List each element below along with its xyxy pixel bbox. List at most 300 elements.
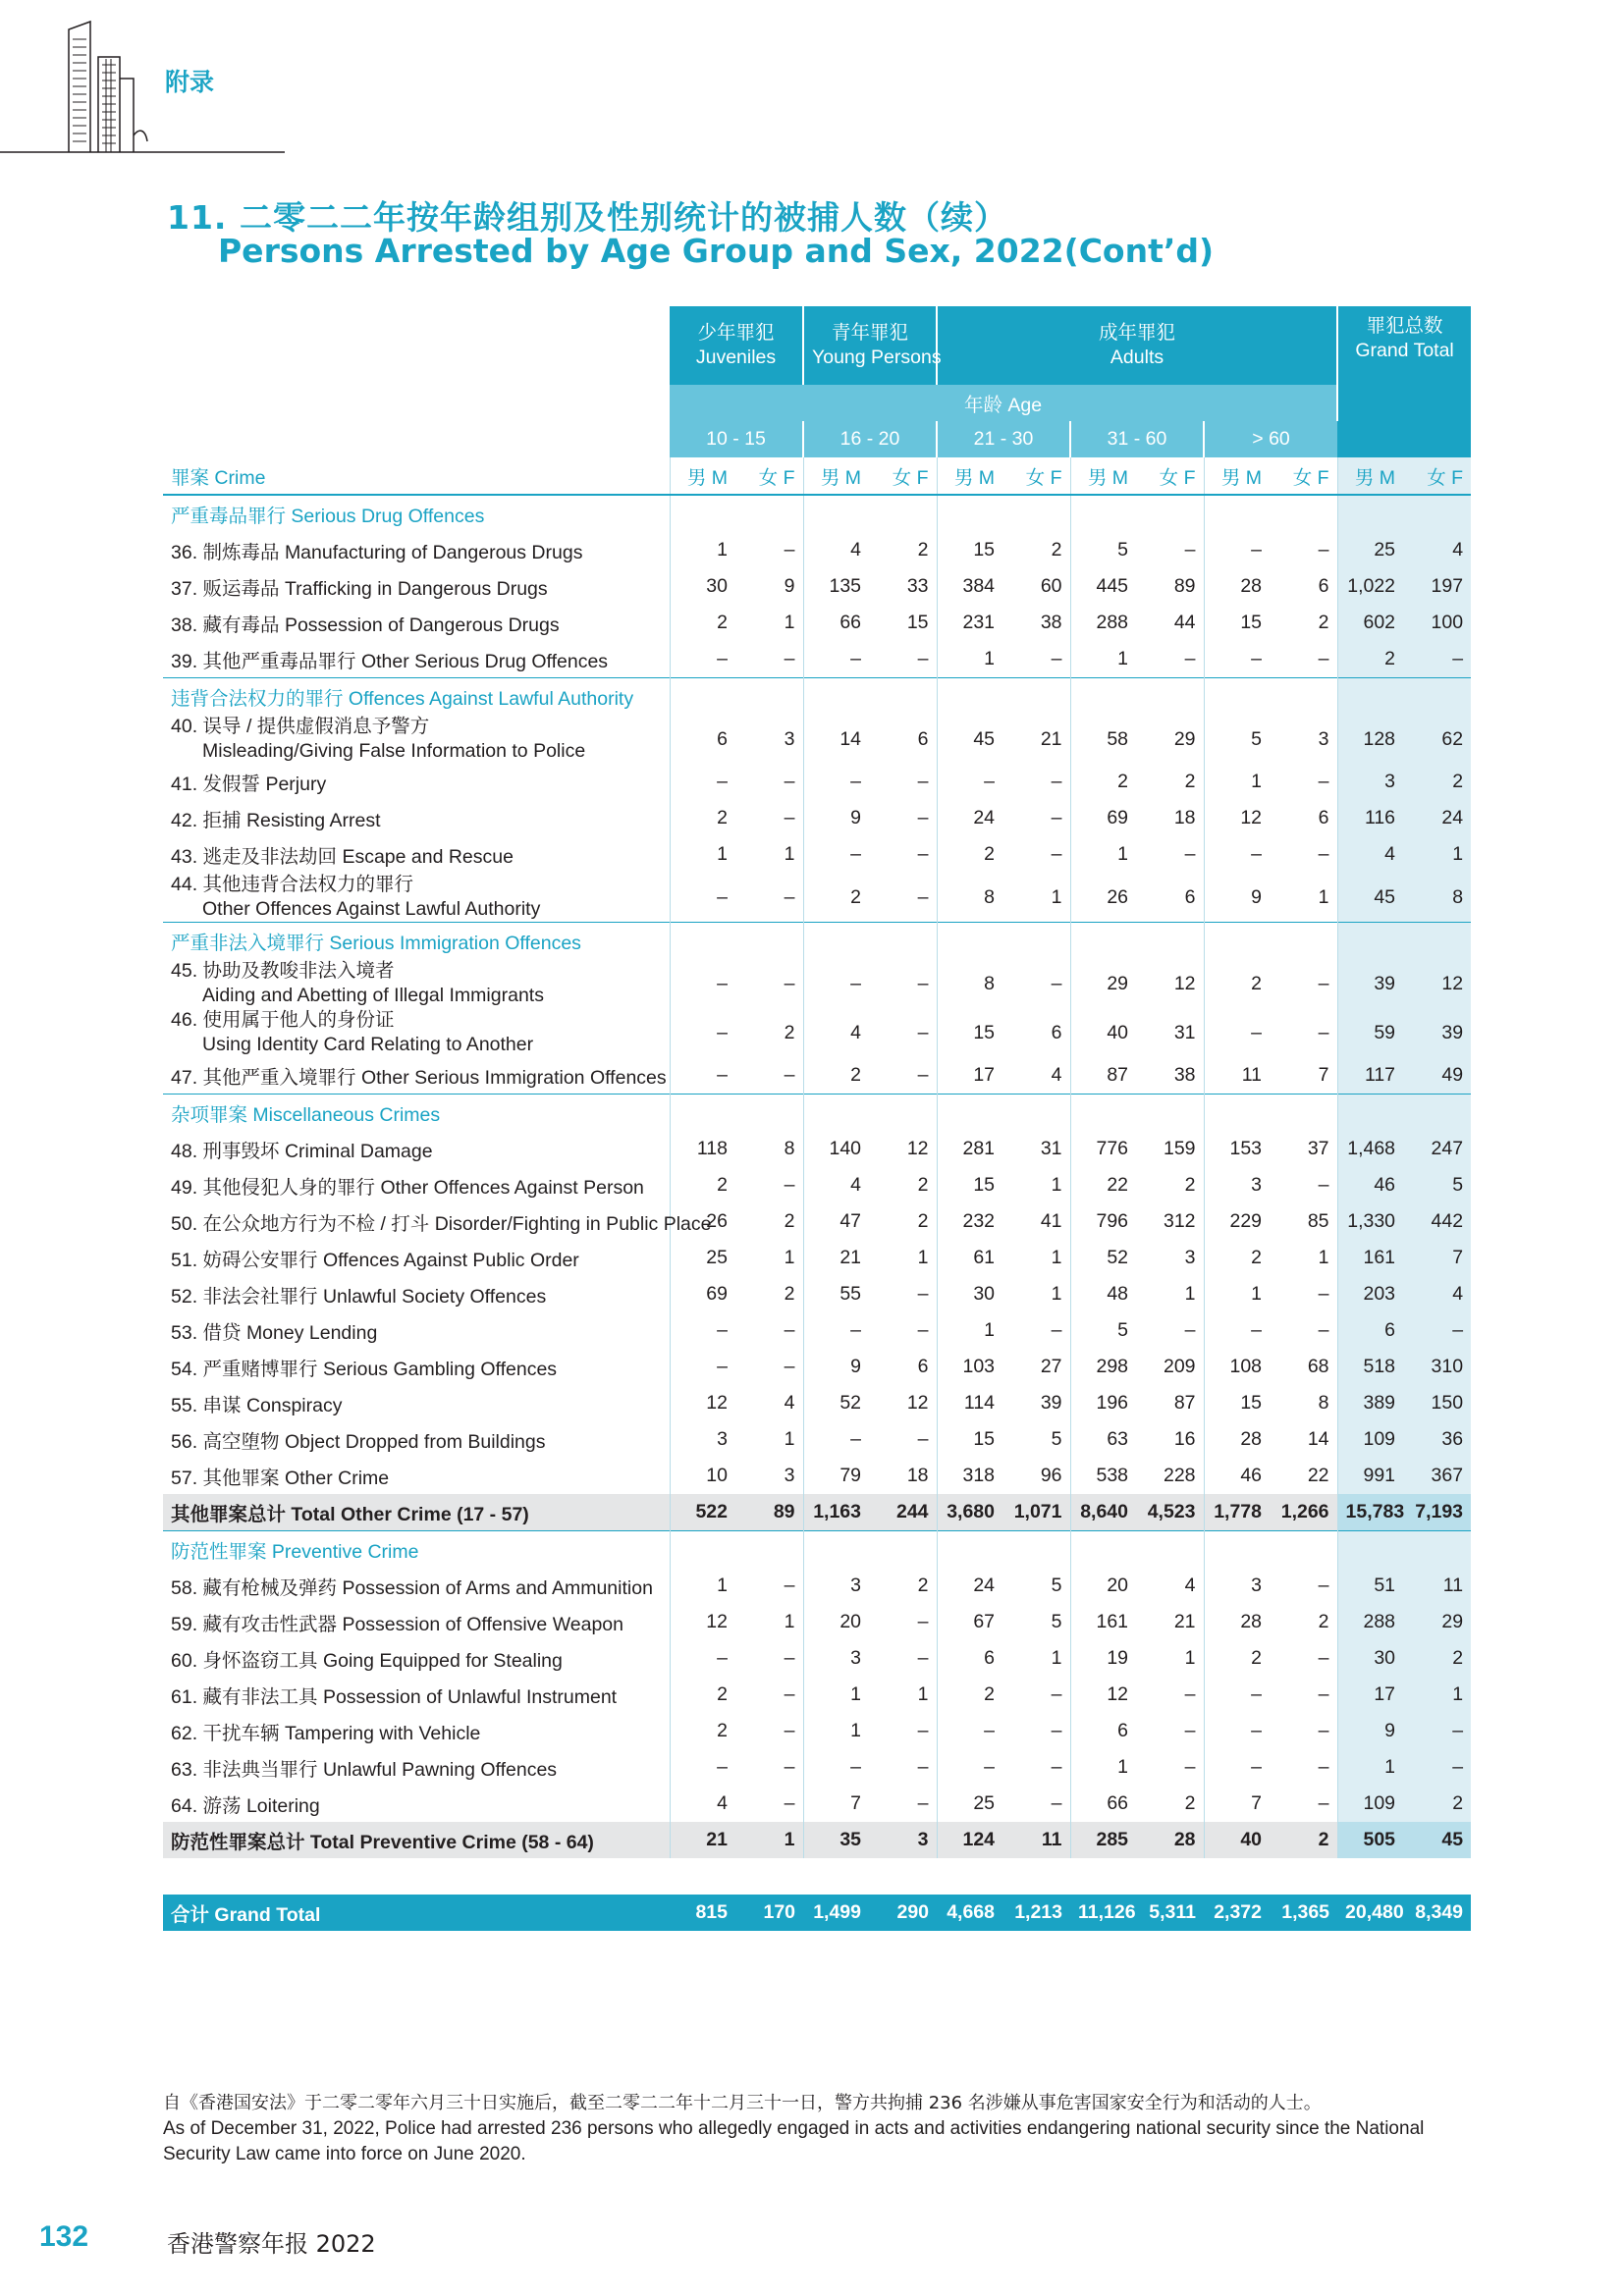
cell-value: – xyxy=(1318,539,1329,561)
cell-value: 9 xyxy=(784,575,795,597)
cell-value: – xyxy=(784,1064,795,1086)
row-label xyxy=(163,1640,670,1677)
cell-value: – xyxy=(917,1647,929,1669)
cell-value: 159 xyxy=(1163,1138,1196,1159)
cell-value: 7 xyxy=(1204,1786,1270,1822)
table-row xyxy=(163,836,1471,873)
cell-value: 12 xyxy=(670,1385,735,1421)
row-label xyxy=(163,1421,670,1458)
row-label-line1: 43. 逃走及非法劫回 Escape and Rescue xyxy=(171,845,514,868)
cell-value: 140 xyxy=(803,1131,869,1167)
cell-value: 24 xyxy=(937,1568,1002,1604)
cell-value: – xyxy=(784,1756,795,1778)
cell-value: 1 xyxy=(937,641,1002,678)
table-row xyxy=(163,873,1471,923)
cell-value: – xyxy=(1318,1575,1329,1596)
cell-value: – xyxy=(917,1428,929,1450)
cell-value: – xyxy=(937,1749,1002,1786)
cell-value: 114 xyxy=(937,1385,1002,1421)
cell-value: 1 xyxy=(1337,1749,1403,1786)
cell-value: – xyxy=(917,807,929,828)
cell-value: 47 xyxy=(803,1203,869,1240)
cell-value: 3 xyxy=(803,1640,869,1677)
male-column-label: 男 M xyxy=(803,457,869,495)
cell-value: 89 xyxy=(1173,575,1196,597)
row-label-line1: 52. 非法会社罪行 Unlawful Society Offences xyxy=(171,1285,547,1308)
row-label-line1: 64. 游荡 Loitering xyxy=(171,1794,320,1817)
cell-value: 2 xyxy=(670,1713,735,1749)
cell-value: – xyxy=(1051,1756,1062,1778)
adults-header: 成年罪犯 Adults xyxy=(937,306,1337,385)
cell-value: 30 xyxy=(670,568,735,605)
cell-value: – xyxy=(1318,1683,1329,1705)
row-label-line1: 57. 其他罪案 Other Crime xyxy=(171,1467,390,1489)
cell-value: 61 xyxy=(937,1240,1002,1276)
cell-value: – xyxy=(1051,843,1062,865)
cell-value: 2 xyxy=(1270,1822,1337,1858)
cell-value: 7 xyxy=(1403,1240,1471,1276)
cell-value: 15 xyxy=(1204,1385,1270,1421)
cell-value: – xyxy=(784,1683,795,1705)
cell-value: 135 xyxy=(803,568,869,605)
cell-value: 150 xyxy=(1403,1385,1471,1421)
row-label xyxy=(163,1677,670,1713)
juveniles-header: 少年罪犯 Juveniles xyxy=(670,306,803,385)
cell-value: – xyxy=(1184,648,1196,669)
cell-value: 21 xyxy=(1040,727,1062,750)
row-label xyxy=(163,959,670,1008)
table-row xyxy=(163,1203,1471,1240)
table-row xyxy=(163,1568,1471,1604)
cell-value: – xyxy=(1403,1749,1471,1786)
cell-value: 21 xyxy=(803,1240,869,1276)
cell-value: 1 xyxy=(917,1247,929,1268)
cell-value: 10 xyxy=(670,1458,735,1494)
section-header xyxy=(163,923,1471,960)
cell-value: 3 xyxy=(1337,764,1403,800)
cell-value: 1 xyxy=(1070,1749,1136,1786)
cell-value: 66 xyxy=(1070,1786,1136,1822)
male-column-label: 男 M xyxy=(1337,457,1403,495)
cell-value: 39 xyxy=(1040,1392,1062,1414)
cell-value: – xyxy=(784,1792,795,1814)
cell-value: – xyxy=(784,1647,795,1669)
cell-value: – xyxy=(1318,1174,1329,1196)
cell-value: – xyxy=(1204,1677,1270,1713)
cell-value: 96 xyxy=(1040,1465,1062,1486)
cell-value: – xyxy=(917,1756,929,1778)
cell-value: – xyxy=(784,807,795,828)
table-row xyxy=(163,568,1471,605)
cell-value: 12 xyxy=(1403,959,1471,1008)
cell-value: 14 xyxy=(803,715,869,764)
cell-value: – xyxy=(917,1319,929,1341)
cell-value: 2 xyxy=(1337,641,1403,678)
cell-value: – xyxy=(917,1064,929,1086)
row-label xyxy=(163,800,670,836)
cell-value: – xyxy=(1318,648,1329,669)
cell-value: 602 xyxy=(1337,605,1403,641)
row-label-line1: 53. 借贷 Money Lending xyxy=(171,1321,378,1344)
cell-value: 1 xyxy=(784,1247,795,1268)
cell-value: – xyxy=(803,1312,869,1349)
cell-value: 20 xyxy=(803,1604,869,1640)
cell-value: – xyxy=(917,1021,929,1043)
note-cn: 自《香港国安法》于二零二零年六月三十日实施后，截至二零二二年十二月三十一日，警方共拘捕 236 名涉嫌从事危害国家安全行为和活动的人士。 xyxy=(163,2093,1322,2113)
cell-value: 2 xyxy=(917,539,929,561)
cell-value: 196 xyxy=(1070,1385,1136,1421)
cell-value: 89 xyxy=(735,1494,803,1531)
cell-value: – xyxy=(1051,771,1062,792)
cell-value: 5 xyxy=(1051,1611,1062,1632)
cell-value: 118 xyxy=(670,1131,735,1167)
cell-value: 3,680 xyxy=(937,1494,1002,1531)
cell-value: 7 xyxy=(1318,1064,1329,1086)
cell-value: 8 xyxy=(937,873,1002,923)
cell-value: – xyxy=(670,764,735,800)
row-label xyxy=(163,1008,670,1057)
row-label xyxy=(163,1167,670,1203)
cell-value: 45 xyxy=(1403,1822,1471,1858)
cell-value: 5 xyxy=(1051,1575,1062,1596)
cell-value: 40 xyxy=(1204,1822,1270,1858)
male-column-label: 男 M xyxy=(1204,457,1270,495)
cell-value: – xyxy=(670,641,735,678)
row-label-line1: 47. 其他严重入境罪行 Other Serious Immigration Offences xyxy=(171,1066,667,1089)
cell-value: 2 xyxy=(670,800,735,836)
cell-value: 6 xyxy=(1070,1713,1136,1749)
cell-value: 22 xyxy=(1307,1465,1329,1486)
cell-value: 30 xyxy=(1337,1640,1403,1677)
cell-value: 33 xyxy=(906,575,929,597)
cell-value: – xyxy=(937,1713,1002,1749)
table-title-en: Persons Arrested by Age Group and Sex, 2022(Cont’d) xyxy=(218,232,1215,270)
cell-value: 51 xyxy=(1337,1568,1403,1604)
cell-value: 27 xyxy=(1040,1356,1062,1377)
cell-value: – xyxy=(1318,1720,1329,1741)
cell-value: 2 xyxy=(670,605,735,641)
cell-value: – xyxy=(1204,1749,1270,1786)
cell-value: 1 xyxy=(803,1677,869,1713)
cell-value: – xyxy=(917,648,929,669)
cell-value: 29 xyxy=(1070,959,1136,1008)
table-row xyxy=(163,1276,1471,1312)
row-label xyxy=(163,1203,712,1240)
cell-value: 1 xyxy=(670,532,735,568)
cell-value: 2 xyxy=(1318,612,1329,633)
table-row xyxy=(163,605,1471,641)
note-en: As of December 31, 2022, Police had arrested 236 persons who allegedly engaged in acts and activities endangering national security since the National Security Law came into force on June 2020. xyxy=(163,2118,1425,2164)
table-row xyxy=(163,1749,1471,1786)
section-title: 防范性罪案 Preventive Crime xyxy=(163,1531,670,1569)
cell-value: 24 xyxy=(937,800,1002,836)
row-label xyxy=(163,873,670,923)
cell-value: 389 xyxy=(1337,1385,1403,1421)
cell-value: 21 xyxy=(670,1822,735,1858)
cell-value: 25 xyxy=(670,1240,735,1276)
cell-value: – xyxy=(937,764,1002,800)
cell-value: 36 xyxy=(1403,1421,1471,1458)
cell-value: – xyxy=(670,959,735,1008)
cell-value: 1 xyxy=(1403,836,1471,873)
cell-value: 25 xyxy=(1337,532,1403,568)
cell-value: 49 xyxy=(1403,1057,1471,1095)
cell-value: 20 xyxy=(1070,1568,1136,1604)
cell-value: – xyxy=(670,1640,735,1677)
cell-value: – xyxy=(803,764,869,800)
cell-value: 85 xyxy=(1307,1210,1329,1232)
cell-value: 2 xyxy=(1184,1792,1196,1814)
grand-total-value: 2,372 xyxy=(1204,1895,1270,1931)
cell-value: 2 xyxy=(784,1283,795,1305)
cell-value: 1 xyxy=(1318,885,1329,908)
cell-value: – xyxy=(670,1008,735,1057)
cell-value: 2 xyxy=(1051,539,1062,561)
cell-value: 3 xyxy=(670,1421,735,1458)
cell-value: 2 xyxy=(1204,1640,1270,1677)
cell-value: 39 xyxy=(1403,1008,1471,1057)
cell-value: 1 xyxy=(917,1683,929,1705)
cell-value: – xyxy=(917,771,929,792)
cell-value: 5 xyxy=(1070,1312,1136,1349)
cell-value: 2 xyxy=(917,1174,929,1196)
cell-value: 2 xyxy=(917,1575,929,1596)
cell-value: 15,783 xyxy=(1337,1494,1403,1531)
row-label-line1: 36. 制炼毒品 Manufacturing of Dangerous Drugs xyxy=(171,541,583,563)
age-group-header: 21 - 30 xyxy=(937,421,1070,457)
cell-value: 285 xyxy=(1070,1822,1136,1858)
cell-value: 15 xyxy=(906,612,929,633)
cell-value: 24 xyxy=(1403,800,1471,836)
cell-value: 28 xyxy=(1204,1604,1270,1640)
row-label xyxy=(163,1349,670,1385)
cell-value: – xyxy=(1204,836,1270,873)
cell-value: 442 xyxy=(1403,1203,1471,1240)
table-row xyxy=(163,1312,1471,1349)
female-column-label: 女 F xyxy=(1136,457,1204,495)
row-label-line1: 59. 藏有攻击性武器 Possession of Offensive Weapon xyxy=(171,1613,623,1635)
cell-value: 3 xyxy=(784,727,795,750)
cell-value: 1 xyxy=(670,1568,735,1604)
grand-total-value: 815 xyxy=(670,1895,735,1931)
cell-value: 3 xyxy=(803,1568,869,1604)
cell-value: 1 xyxy=(784,1428,795,1450)
row-label-line2: Misleading/Giving False Information to Police xyxy=(202,740,586,762)
cell-value: 3 xyxy=(784,1465,795,1486)
row-label xyxy=(163,1057,670,1095)
cell-value: 4 xyxy=(1337,836,1403,873)
table-row xyxy=(163,1349,1471,1385)
cell-value: 68 xyxy=(1307,1356,1329,1377)
cell-value: 1 xyxy=(1204,1276,1270,1312)
cell-value: 3 xyxy=(1318,727,1329,750)
cell-value: 288 xyxy=(1337,1604,1403,1640)
age-header: 年龄 Age xyxy=(670,385,1337,421)
table-row xyxy=(163,1713,1471,1749)
section-title: 杂项罪案 Miscellaneous Crimes xyxy=(163,1095,670,1132)
table-row xyxy=(163,532,1471,568)
cell-value: 45 xyxy=(1337,873,1403,923)
row-label-line1: 41. 发假誓 Perjury xyxy=(171,773,327,795)
cell-value: 16 xyxy=(1173,1428,1196,1450)
cell-value: 505 xyxy=(1337,1822,1403,1858)
cell-value: – xyxy=(1051,972,1062,994)
cell-value: 8 xyxy=(1403,873,1471,923)
cell-value: 209 xyxy=(1163,1356,1196,1377)
cell-value: 41 xyxy=(1040,1210,1062,1232)
grand-total-value: 1,365 xyxy=(1270,1895,1337,1931)
cell-value: 109 xyxy=(1337,1421,1403,1458)
cell-value: – xyxy=(1051,807,1062,828)
row-label xyxy=(163,1385,670,1421)
cell-value: – xyxy=(917,972,929,994)
cell-value: 2 xyxy=(1318,1611,1329,1632)
cell-value: 12 xyxy=(906,1392,929,1414)
cell-value: 197 xyxy=(1403,568,1471,605)
cell-value: 298 xyxy=(1070,1349,1136,1385)
cell-value: 232 xyxy=(937,1203,1002,1240)
cell-value: 22 xyxy=(1070,1167,1136,1203)
table-row xyxy=(163,959,1471,1008)
row-label-line1: 38. 藏有毒品 Possession of Dangerous Drugs xyxy=(171,614,560,636)
cell-value: – xyxy=(917,885,929,908)
cell-value: 28 xyxy=(1204,1421,1270,1458)
cell-value: – xyxy=(784,648,795,669)
cell-value: 109 xyxy=(1337,1786,1403,1822)
row-label-line2: Other Offences Against Lawful Authority xyxy=(202,898,541,920)
cell-value: 63 xyxy=(1070,1421,1136,1458)
cell-value: – xyxy=(784,885,795,908)
row-label-line1: 37. 贩运毒品 Trafficking in Dangerous Drugs xyxy=(171,577,548,600)
cell-value: 1 xyxy=(1204,764,1270,800)
cell-value: 18 xyxy=(906,1465,929,1486)
cell-value: 244 xyxy=(869,1494,937,1531)
cell-value: 11 xyxy=(1204,1057,1270,1095)
cell-value: 15 xyxy=(937,1167,1002,1203)
cell-value: 4,523 xyxy=(1136,1494,1204,1531)
cell-value: 445 xyxy=(1070,568,1136,605)
cell-value: 6 xyxy=(1184,885,1196,908)
cell-value: 17 xyxy=(937,1057,1002,1095)
cell-value: 69 xyxy=(670,1276,735,1312)
grand-total-value: 1,213 xyxy=(1002,1895,1070,1931)
cell-value: – xyxy=(1204,1713,1270,1749)
row-label-line1: 61. 藏有非法工具 Possession of Unlawful Instrument xyxy=(171,1685,618,1708)
cell-value: 4 xyxy=(670,1786,735,1822)
cell-value: 100 xyxy=(1403,605,1471,641)
cell-value: 48 xyxy=(1070,1276,1136,1312)
female-column-label: 女 F xyxy=(1002,457,1070,495)
cell-value: – xyxy=(1184,1720,1196,1741)
row-label xyxy=(163,1749,670,1786)
cell-value: – xyxy=(784,539,795,561)
cell-value: 38 xyxy=(1173,1064,1196,1086)
cell-value: 8 xyxy=(784,1138,795,1159)
section-title: 违背合法权力的罪行 Offences Against Lawful Authority xyxy=(163,678,670,716)
row-label xyxy=(163,1240,670,1276)
section-title: 严重毒品罪行 Serious Drug Offences xyxy=(171,505,485,527)
cell-value: 7,193 xyxy=(1403,1494,1471,1531)
building-illustration-icon xyxy=(0,20,295,157)
cell-value: 8 xyxy=(1318,1392,1329,1414)
cell-value: – xyxy=(1318,1792,1329,1814)
grand-total-value: 11,126 xyxy=(1070,1895,1136,1931)
table-title-cn: 11. 二零二二年按年龄组别及性别统计的被捕人数（续） xyxy=(167,198,1007,237)
cell-value: – xyxy=(917,1720,929,1741)
row-label xyxy=(163,1458,670,1494)
cell-value: 1 xyxy=(1051,1647,1062,1669)
cell-value: – xyxy=(803,836,869,873)
cell-value: – xyxy=(670,873,735,923)
cell-value: 3 xyxy=(1184,1247,1196,1268)
cell-value: 117 xyxy=(1337,1057,1403,1095)
cell-value: 9 xyxy=(1204,873,1270,923)
cell-value: – xyxy=(1318,1021,1329,1043)
cell-value: 116 xyxy=(1337,800,1403,836)
cell-value: 384 xyxy=(937,568,1002,605)
cell-value: 3 xyxy=(1204,1568,1270,1604)
row-label-line1: 44. 其他违背合法权力的罪行 xyxy=(171,874,414,895)
cell-value: 1 xyxy=(670,836,735,873)
cell-value: 1 xyxy=(1051,885,1062,908)
row-label xyxy=(163,715,670,764)
cell-value: – xyxy=(784,972,795,994)
cell-value: 26 xyxy=(1070,873,1136,923)
cell-value: 1 xyxy=(784,612,795,633)
cell-value: 203 xyxy=(1337,1276,1403,1312)
cell-value: 1 xyxy=(1184,1647,1196,1669)
cell-value: 19 xyxy=(1070,1640,1136,1677)
crime-column-label: 罪案 Crime xyxy=(163,457,670,495)
cell-value: 153 xyxy=(1204,1131,1270,1167)
male-column-label: 男 M xyxy=(1070,457,1136,495)
cell-value: 318 xyxy=(937,1458,1002,1494)
cell-value: 228 xyxy=(1163,1465,1196,1486)
cell-value: 5 xyxy=(1403,1167,1471,1203)
cell-value: 2 xyxy=(1070,764,1136,800)
cell-value: 26 xyxy=(670,1203,735,1240)
cell-value: 796 xyxy=(1070,1203,1136,1240)
cell-value: – xyxy=(784,1174,795,1196)
cell-value: 776 xyxy=(1070,1131,1136,1167)
grand-total-label: 合计 Grand Total xyxy=(163,1895,670,1931)
cell-value: – xyxy=(1318,1319,1329,1341)
cell-value: – xyxy=(1204,1008,1270,1057)
cell-value: 12 xyxy=(1173,972,1196,994)
cell-value: – xyxy=(917,1792,929,1814)
cell-value: 44 xyxy=(1173,612,1196,633)
row-label-line1: 42. 拒捕 Resisting Arrest xyxy=(171,809,381,831)
row-label xyxy=(163,764,670,800)
age-group-header: 16 - 20 xyxy=(803,421,937,457)
cell-value: 124 xyxy=(937,1822,1002,1858)
cell-value: – xyxy=(1318,1283,1329,1305)
section-header xyxy=(163,1531,1471,1569)
cell-value: – xyxy=(1184,539,1196,561)
cell-value: 4 xyxy=(1403,532,1471,568)
cell-value: 1 xyxy=(803,1713,869,1749)
cell-value: 4 xyxy=(803,1008,869,1057)
total-row xyxy=(163,1822,1471,1858)
table-row xyxy=(163,1131,1471,1167)
row-label xyxy=(163,568,670,605)
table-row xyxy=(163,1008,1471,1057)
cell-value: 87 xyxy=(1070,1057,1136,1095)
cell-value: – xyxy=(784,1720,795,1741)
cell-value: 1 xyxy=(1403,1677,1471,1713)
cell-value: 30 xyxy=(937,1276,1002,1312)
cell-value: 62 xyxy=(1403,715,1471,764)
